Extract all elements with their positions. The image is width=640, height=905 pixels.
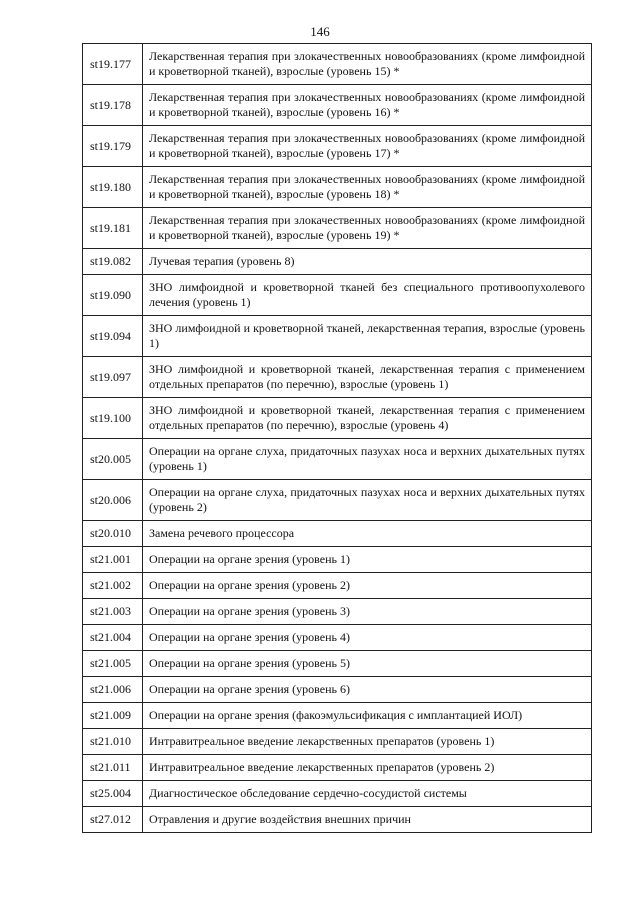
table-row bbox=[83, 755, 592, 781]
table-row bbox=[83, 625, 592, 651]
row-description: Лекарственная терапия при злокачественных новообразованиях (кроме лимфоидной и кроветворной тканей), взрослые (уровень 16) * bbox=[143, 85, 592, 126]
row-description: Интравитреальное введение лекарственных препаратов (уровень 2) bbox=[143, 755, 592, 781]
table-row bbox=[83, 651, 592, 677]
row-description: Лекарственная терапия при злокачественных новообразованиях (кроме лимфоидной и кроветворной тканей), взрослые (уровень 17) * bbox=[143, 126, 592, 167]
table-row bbox=[83, 85, 592, 126]
row-code: st19.100 bbox=[83, 398, 143, 439]
row-description: Операции на органе зрения (уровень 1) bbox=[143, 547, 592, 573]
table-row bbox=[83, 249, 592, 275]
row-description: ЗНО лимфоидной и кроветворной тканей без специального противоопухолевого лечения (уровень 1) bbox=[143, 275, 592, 316]
table-row bbox=[83, 357, 592, 398]
row-description: ЗНО лимфоидной и кроветворной тканей, лекарственная терапия, взрослые (уровень 1) bbox=[143, 316, 592, 357]
row-description: Лекарственная терапия при злокачественных новообразованиях (кроме лимфоидной и кроветворной тканей), взрослые (уровень 15) * bbox=[143, 44, 592, 85]
row-description: Лекарственная терапия при злокачественных новообразованиях (кроме лимфоидной и кроветворной тканей), взрослые (уровень 18) * bbox=[143, 167, 592, 208]
table-row bbox=[83, 439, 592, 480]
table-row bbox=[83, 44, 592, 85]
table-row bbox=[83, 398, 592, 439]
table-row bbox=[83, 729, 592, 755]
row-description: Операции на органе зрения (уровень 4) bbox=[143, 625, 592, 651]
row-code: st19.178 bbox=[83, 85, 143, 126]
row-code: st19.177 bbox=[83, 44, 143, 85]
row-code: st21.002 bbox=[83, 573, 143, 599]
row-description: Лекарственная терапия при злокачественных новообразованиях (кроме лимфоидной и кроветворной тканей), взрослые (уровень 19) * bbox=[143, 208, 592, 249]
row-description: Операции на органе слуха, придаточных пазухах носа и верхних дыхательных путях (уровень 2) bbox=[143, 480, 592, 521]
row-description: ЗНО лимфоидной и кроветворной тканей, лекарственная терапия с применением отдельных препаратов (по перечню), взрослые (уровень 4) bbox=[143, 398, 592, 439]
row-code: st27.012 bbox=[83, 807, 143, 833]
row-description: Операции на органе зрения (уровень 5) bbox=[143, 651, 592, 677]
row-code: st21.009 bbox=[83, 703, 143, 729]
row-code: st19.082 bbox=[83, 249, 143, 275]
row-description: Операции на органе зрения (уровень 2) bbox=[143, 573, 592, 599]
table-row bbox=[83, 547, 592, 573]
row-description: Операции на органе зрения (уровень 3) bbox=[143, 599, 592, 625]
row-description: Отравления и другие воздействия внешних причин bbox=[143, 807, 592, 833]
row-code: st19.181 bbox=[83, 208, 143, 249]
row-description: Операции на органе слуха, придаточных пазухах носа и верхних дыхательных путях (уровень 1) bbox=[143, 439, 592, 480]
table-row bbox=[83, 703, 592, 729]
table-row bbox=[83, 167, 592, 208]
row-description: ЗНО лимфоидной и кроветворной тканей, лекарственная терапия с применением отдельных препаратов (по перечню), взрослые (уровень 1) bbox=[143, 357, 592, 398]
table-row bbox=[83, 781, 592, 807]
table-row bbox=[83, 480, 592, 521]
row-code: st20.006 bbox=[83, 480, 143, 521]
page-number: 146 bbox=[310, 24, 330, 39]
row-code: st19.094 bbox=[83, 316, 143, 357]
table-row bbox=[83, 677, 592, 703]
row-code: st21.001 bbox=[83, 547, 143, 573]
row-code: st19.090 bbox=[83, 275, 143, 316]
table-row bbox=[83, 573, 592, 599]
row-code: st21.003 bbox=[83, 599, 143, 625]
row-description: Замена речевого процессора bbox=[143, 521, 592, 547]
row-code: st19.097 bbox=[83, 357, 143, 398]
table-row bbox=[83, 126, 592, 167]
table-row bbox=[83, 208, 592, 249]
table-row bbox=[83, 807, 592, 833]
row-code: st21.005 bbox=[83, 651, 143, 677]
row-code: st20.010 bbox=[83, 521, 143, 547]
row-code: st19.180 bbox=[83, 167, 143, 208]
table-row bbox=[83, 316, 592, 357]
row-description: Диагностическое обследование сердечно-сосудистой системы bbox=[143, 781, 592, 807]
row-code: st21.010 bbox=[83, 729, 143, 755]
row-description: Лучевая терапия (уровень 8) bbox=[143, 249, 592, 275]
table-row bbox=[83, 275, 592, 316]
tariff-codes-table bbox=[82, 43, 592, 833]
table-row bbox=[83, 599, 592, 625]
row-code: st19.179 bbox=[83, 126, 143, 167]
row-code: st21.006 bbox=[83, 677, 143, 703]
row-description: Операции на органе зрения (факоэмульсификация с имплантацией ИОЛ) bbox=[143, 703, 592, 729]
row-code: st25.004 bbox=[83, 781, 143, 807]
row-code: st20.005 bbox=[83, 439, 143, 480]
row-code: st21.004 bbox=[83, 625, 143, 651]
table-row bbox=[83, 521, 592, 547]
row-code: st21.011 bbox=[83, 755, 143, 781]
row-description: Интравитреальное введение лекарственных препаратов (уровень 1) bbox=[143, 729, 592, 755]
row-description: Операции на органе зрения (уровень 6) bbox=[143, 677, 592, 703]
